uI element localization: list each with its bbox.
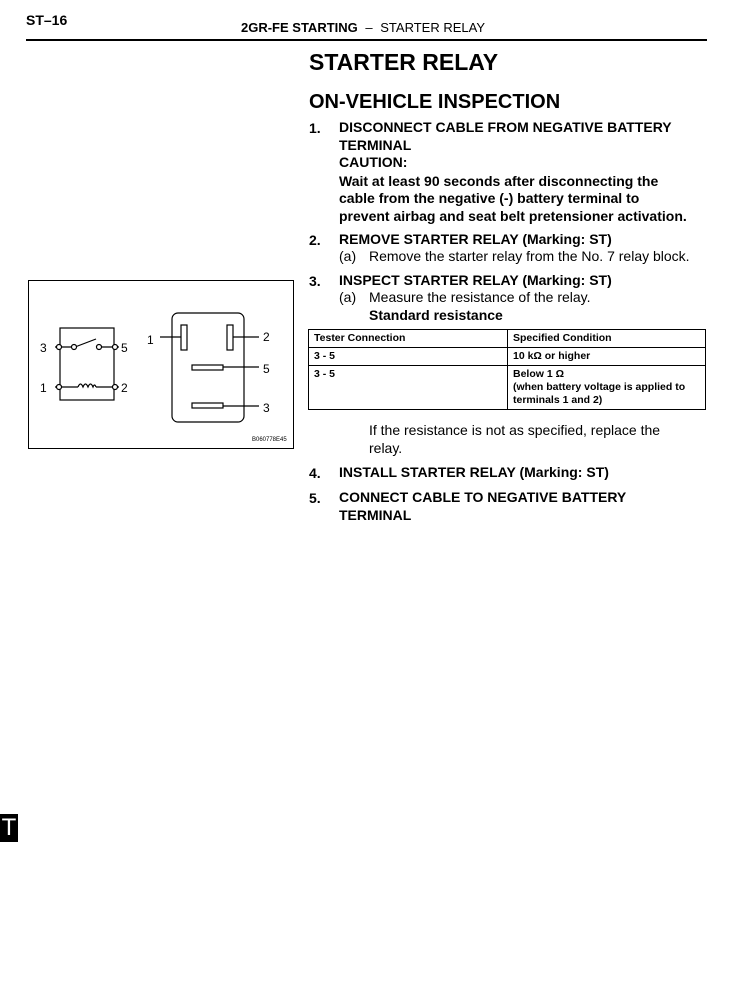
terminal-5-dot bbox=[113, 345, 118, 350]
schematic-label-1: 1 bbox=[40, 381, 47, 395]
resistance-table bbox=[308, 329, 706, 410]
switch-contact-dot bbox=[97, 345, 102, 350]
caution-line: prevent airbag and seat belt pretensioner activation. bbox=[339, 207, 687, 224]
step-5-number: 5. bbox=[309, 490, 321, 506]
step-1 bbox=[339, 119, 709, 225]
side-tab: T bbox=[1, 814, 17, 841]
running-header bbox=[241, 20, 485, 35]
relay-schematic bbox=[55, 328, 119, 400]
schematic-box bbox=[60, 328, 114, 400]
figure-code: B060778E45 bbox=[252, 437, 287, 443]
section-title: STARTER RELAY bbox=[309, 49, 499, 75]
schematic-label-5: 5 bbox=[121, 341, 128, 355]
schematic-label-2: 2 bbox=[121, 381, 128, 395]
step-3-note bbox=[369, 422, 699, 457]
step-3a-text: Measure the resistance of the relay. bbox=[369, 289, 591, 305]
relay-diagram bbox=[29, 281, 295, 450]
table-header-row bbox=[309, 330, 706, 348]
pin-1 bbox=[181, 325, 187, 350]
table-cell bbox=[508, 366, 706, 410]
caution-label: CAUTION: bbox=[339, 154, 408, 170]
step-1-line: DISCONNECT CABLE FROM NEGATIVE BATTERY bbox=[339, 119, 672, 135]
table-header-cell: Tester Connection bbox=[309, 330, 508, 348]
step-3-number: 3. bbox=[309, 273, 321, 289]
step-5-line: TERMINAL bbox=[339, 506, 412, 523]
table-cell: 3 - 5 bbox=[309, 348, 508, 366]
caution-line: cable from the negative (-) battery terminal to bbox=[339, 190, 640, 206]
table-header-cell: Specified Condition bbox=[508, 330, 706, 348]
condition-line: (when battery voltage is applied to bbox=[513, 381, 686, 393]
step-5-line: CONNECT CABLE TO NEGATIVE BATTERY bbox=[339, 489, 627, 505]
switch-pivot bbox=[72, 345, 77, 350]
step-2-title: REMOVE STARTER RELAY (Marking: ST) bbox=[339, 231, 612, 247]
step-2a-text: Remove the starter relay from the No. 7 relay block. bbox=[369, 248, 690, 264]
relay-figure bbox=[28, 280, 294, 449]
standard-resistance-label: Standard resistance bbox=[369, 307, 503, 323]
connector-label-1: 1 bbox=[147, 333, 154, 347]
condition-line: Below 1 Ω bbox=[513, 368, 565, 380]
step-3a-label: (a) bbox=[339, 289, 357, 305]
table-cell: 3 - 5 bbox=[309, 366, 508, 410]
header-engine: 2GR-FE STARTING bbox=[241, 20, 358, 35]
relay-connector bbox=[160, 313, 259, 422]
note-line: relay. bbox=[369, 439, 403, 456]
pin-2 bbox=[227, 325, 233, 350]
caution-line: Wait at least 90 seconds after disconnecting the bbox=[339, 172, 659, 189]
pin-5 bbox=[192, 365, 223, 370]
terminal-1-dot bbox=[57, 385, 62, 390]
step-1-line: TERMINAL bbox=[339, 136, 412, 153]
terminal-3-dot bbox=[57, 345, 62, 350]
table-cell: 10 kΩ or higher bbox=[508, 348, 706, 366]
step-3-title: INSPECT STARTER RELAY (Marking: ST) bbox=[339, 272, 612, 288]
terminal-2-dot bbox=[113, 385, 118, 390]
step-1-number: 1. bbox=[309, 120, 321, 136]
header-rule bbox=[26, 39, 707, 41]
header-section: STARTER RELAY bbox=[380, 20, 485, 35]
header-separator: – bbox=[365, 20, 373, 35]
page-label: ST–16 bbox=[26, 12, 68, 28]
connector-label-5: 5 bbox=[263, 362, 270, 376]
connector-label-3: 3 bbox=[263, 401, 270, 415]
condition-line: terminals 1 and 2) bbox=[513, 394, 603, 406]
step-5-title bbox=[339, 489, 699, 524]
step-2a-label: (a) bbox=[339, 248, 357, 264]
step-4-number: 4. bbox=[309, 465, 321, 481]
table-row bbox=[309, 366, 706, 410]
subsection-title: ON-VEHICLE INSPECTION bbox=[309, 91, 561, 113]
table-row bbox=[309, 348, 706, 366]
pin-3 bbox=[192, 403, 223, 408]
step-2-number: 2. bbox=[309, 232, 321, 248]
schematic-label-3: 3 bbox=[40, 341, 47, 355]
step-4-title: INSTALL STARTER RELAY (Marking: ST) bbox=[339, 464, 609, 480]
connector-label-2: 2 bbox=[263, 330, 270, 344]
note-line: If the resistance is not as specified, replace the bbox=[369, 422, 661, 438]
